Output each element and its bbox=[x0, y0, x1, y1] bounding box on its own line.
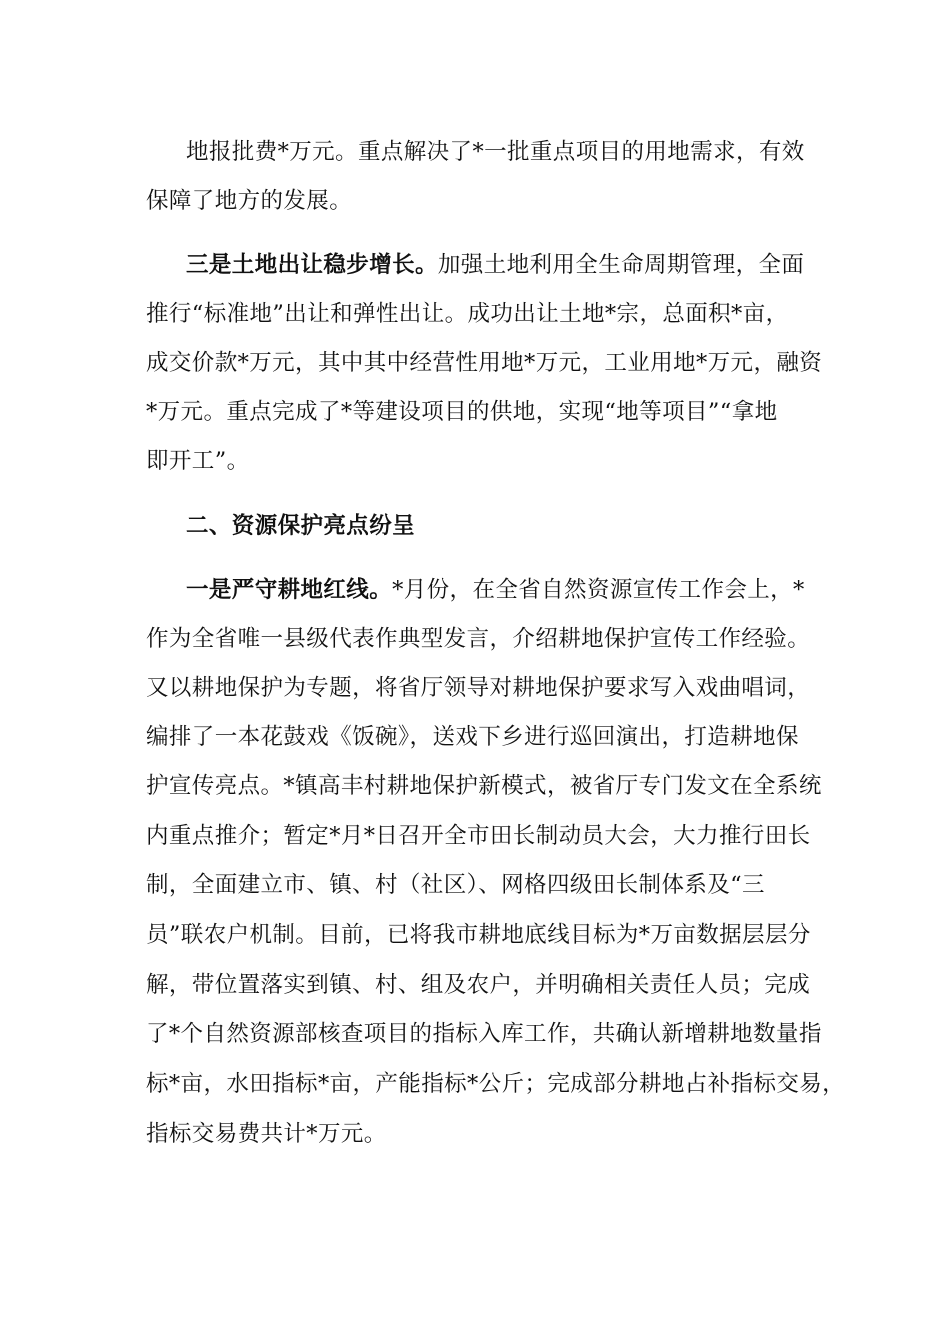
paragraph-line bbox=[146, 771, 826, 801]
paragraph-line bbox=[146, 1069, 846, 1099]
paragraph-line bbox=[146, 624, 826, 654]
line-text: 作为全省唯一县级代表作典型发言，介绍耕地保护宣传工作经验。 bbox=[146, 626, 811, 652]
paragraph-line bbox=[146, 970, 826, 1000]
paragraph-line bbox=[186, 250, 866, 280]
line-text: 地报批费*万元。重点解决了*一批重点项目的用地需求，有效 bbox=[186, 139, 805, 165]
line-text: 成交价款*万元，其中其中经营性用地*万元，工业用地*万元，融资 bbox=[146, 350, 823, 376]
paragraph-line bbox=[186, 575, 866, 605]
line-text: 保障了地方的发展。 bbox=[146, 188, 353, 214]
line-text: 又以耕地保护为专题，将省厅领导对耕地保护要求写入戏曲唱词， bbox=[146, 675, 811, 701]
paragraph-line bbox=[146, 1019, 826, 1049]
paragraph-line bbox=[146, 186, 826, 216]
line-text: 编排了一本花鼓戏《饭碗》，送戏下乡进行巡回演出，打造耕地保 bbox=[146, 724, 799, 750]
line-text: 制，全面建立市、镇、村（社区）、网格四级田长制体系及“三 bbox=[146, 872, 765, 898]
line-text: *万元。重点完成了*等建设项目的供地，实现“地等项目”“拿地 bbox=[146, 399, 778, 425]
line-text: 即开工”。 bbox=[146, 448, 250, 474]
paragraph-line bbox=[146, 821, 826, 851]
paragraph-line bbox=[146, 920, 826, 950]
paragraph-line bbox=[146, 722, 826, 752]
line-text: 解，带位置落实到镇、村、组及农户，并明确相关责任人员；完成 bbox=[146, 972, 811, 998]
paragraph-line bbox=[146, 348, 826, 378]
line-text: 指标交易费共计*万元。 bbox=[146, 1121, 387, 1147]
paragraph-line bbox=[146, 1119, 826, 1149]
section-heading bbox=[186, 511, 866, 541]
line-text: 推行“标准地”出让和弹性出让。成功出让土地*宗，总面积*亩， bbox=[146, 301, 789, 327]
paragraph-line bbox=[186, 137, 866, 167]
paragraph-line bbox=[146, 299, 826, 329]
section-heading-text: 二、资源保护亮点纷呈 bbox=[186, 513, 416, 539]
paragraph-line bbox=[146, 870, 826, 900]
paragraph-line bbox=[146, 397, 826, 427]
line-text: 内重点推介；暂定*月*日召开全市田长制动员大会，大力推行田长 bbox=[146, 823, 811, 849]
line-text: 员”联农户机制。目前，已将我市耕地底线目标为*万亩数据层层分 bbox=[146, 922, 811, 948]
paragraph-line bbox=[146, 446, 826, 476]
paragraph-line bbox=[146, 673, 826, 703]
line-text: 标*亩，水田指标*亩，产能指标*公斤；完成部分耕地占补指标交易， bbox=[146, 1071, 846, 1097]
line-text: 了*个自然资源部核查项目的指标入库工作，共确认新增耕地数量指 bbox=[146, 1021, 822, 1047]
line-text: 加强土地利用全生命周期管理，全面 bbox=[437, 252, 805, 278]
line-text: *月份，在全省自然资源宣传工作会上，* bbox=[392, 577, 805, 603]
line-text: 护宣传亮点。*镇高丰村耕地保护新模式，被省厅专门发文在全系统 bbox=[146, 773, 822, 799]
paragraph-heading: 一是严守耕地红线。 bbox=[186, 577, 393, 603]
paragraph-heading: 三是土地出让稳步增长。 bbox=[186, 252, 438, 278]
